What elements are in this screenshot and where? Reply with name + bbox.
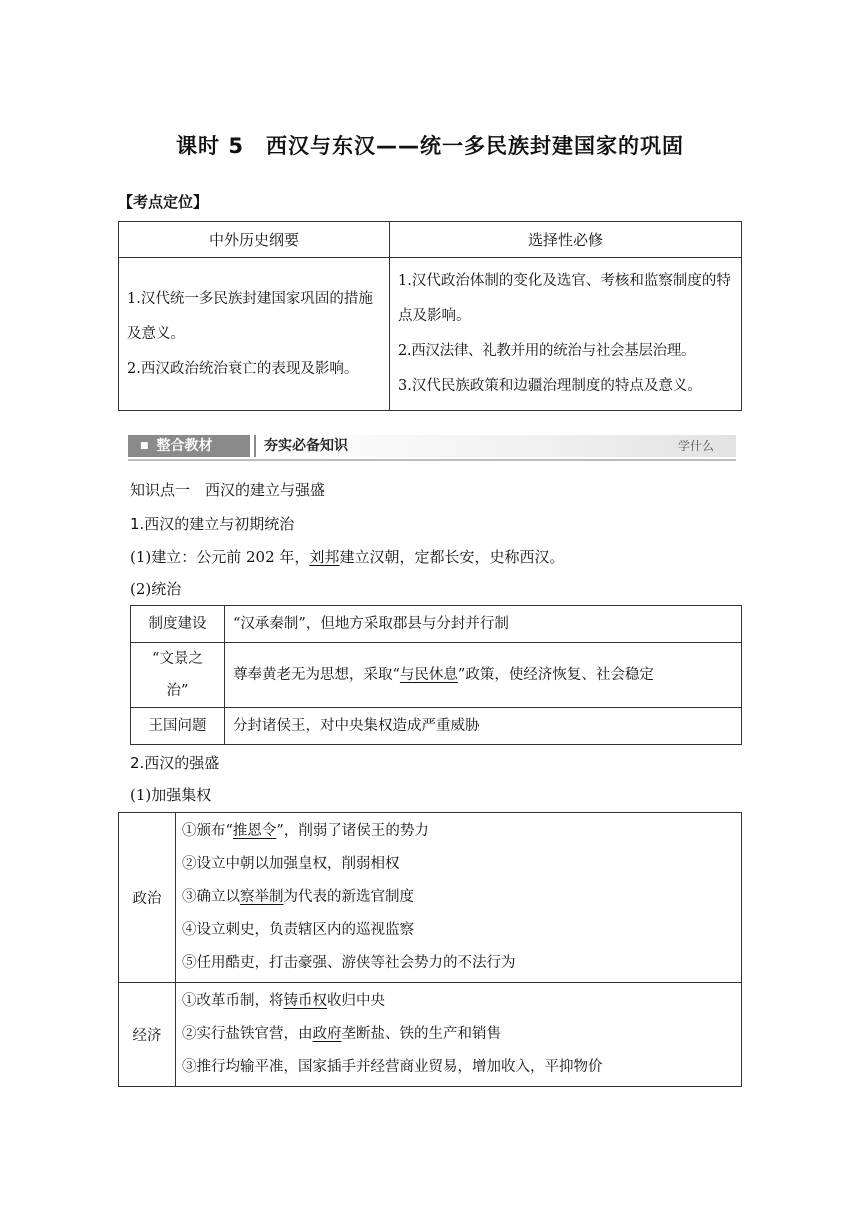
- section-banner: [128, 433, 736, 461]
- table-row: [119, 813, 742, 983]
- list-item: 2.西汉政治统治衰亡的表现及影响。: [127, 360, 359, 377]
- list-item: ②设立中朝以加强皇权，削弱相权: [182, 856, 400, 872]
- paragraph-founding: (1)建立：公元前 202 年，刘邦建立汉朝，定都长安，史称西汉。: [130, 548, 565, 566]
- list-item: ④设立刺史，负责辖区内的巡视监察: [182, 922, 414, 938]
- paragraph-rule: (2)统治: [130, 580, 182, 598]
- knowledge-point-heading: 知识点一 西汉的建立与强盛: [130, 481, 326, 499]
- list-item: ③确立以察举制为代表的新选官制度: [182, 889, 414, 905]
- list-item: 1.汉代政治体制的变化及选官、考核和监察制度的特点及影响。: [398, 273, 731, 324]
- key-term: 与民休息: [399, 667, 458, 683]
- row-label-economy: 经济: [119, 983, 176, 1087]
- row-label-politics: 政治: [119, 813, 176, 983]
- politics-measures: [176, 813, 742, 983]
- banner-title: 夯实必备知识: [264, 438, 348, 454]
- elective-cell: [390, 258, 742, 411]
- list-item: 1.汉代统一多民族封建国家巩固的措施及意义。: [127, 290, 373, 342]
- list-item: 2.西汉法律、礼教并用的统治与社会基层治理。: [398, 343, 696, 359]
- section-label-exam-positioning: 【考点定位】: [118, 193, 209, 211]
- table-header-row: [119, 222, 742, 258]
- key-term: 政府: [312, 1026, 342, 1042]
- list-item: ①颁布“推恩令”，削弱了诸侯王的势力: [182, 823, 429, 839]
- list-item: ⑤任用酷吏，打击豪强、游侠等社会势力的不法行为: [182, 955, 516, 971]
- list-item: ②实行盐铁官营，由政府垄断盐、铁的生产和销售: [182, 1026, 501, 1042]
- list-item: ③推行均输平准，国家插手并经营商业贸易，增加收入，平抑物价: [182, 1059, 603, 1075]
- key-term: 刘邦: [309, 548, 340, 566]
- row-label: “文景之治”: [131, 643, 225, 708]
- key-term: 察举制: [240, 889, 284, 905]
- row-content: 尊奉黄老无为思想，采取“与民休息”政策，使经济恢复、社会稳定: [225, 643, 742, 708]
- table-row: [131, 643, 742, 708]
- table-row: [131, 606, 742, 643]
- economy-measures: [176, 983, 742, 1087]
- row-label: 制度建设: [131, 606, 225, 643]
- table-row: [119, 983, 742, 1087]
- banner-divider: [128, 459, 736, 461]
- table-row: [119, 258, 742, 411]
- table-row: [131, 708, 742, 745]
- paragraph-centralization: (1)加强集权: [130, 786, 212, 804]
- key-term: 铸币权: [283, 993, 327, 1009]
- list-item: 3.汉代民族政策和边疆治理制度的特点及意义。: [398, 378, 702, 394]
- row-content: 分封诸侯王，对中央集权造成严重威胁: [225, 708, 742, 745]
- key-term: 推恩令: [232, 823, 277, 839]
- heading-prosperity: 2.西汉的强盛: [130, 754, 220, 772]
- list-item: ①改革币制，将铸币权收归中央: [182, 993, 385, 1009]
- banner-tag: [128, 435, 250, 457]
- banner-title-bar: [254, 435, 736, 457]
- banner-tag-label: 整合教材: [156, 438, 213, 454]
- header-outline: 中外历史纲要: [119, 222, 390, 258]
- early-rule-table: [130, 605, 742, 745]
- square-bullet-icon: ■: [140, 441, 149, 451]
- exam-positioning-table: [118, 221, 742, 411]
- row-content: “汉承秦制”，但地方采取郡县与分封并行制: [225, 606, 742, 643]
- row-label: 王国问题: [131, 708, 225, 745]
- banner-side-label: 学什么: [677, 439, 714, 453]
- heading-founding: 1.西汉的建立与初期统治: [130, 515, 295, 533]
- outline-cell: [119, 258, 390, 411]
- centralization-table: [118, 812, 742, 1087]
- header-elective: 选择性必修: [390, 222, 742, 258]
- page-title: 课时 5 西汉与东汉——统一多民族封建国家的巩固: [176, 134, 684, 158]
